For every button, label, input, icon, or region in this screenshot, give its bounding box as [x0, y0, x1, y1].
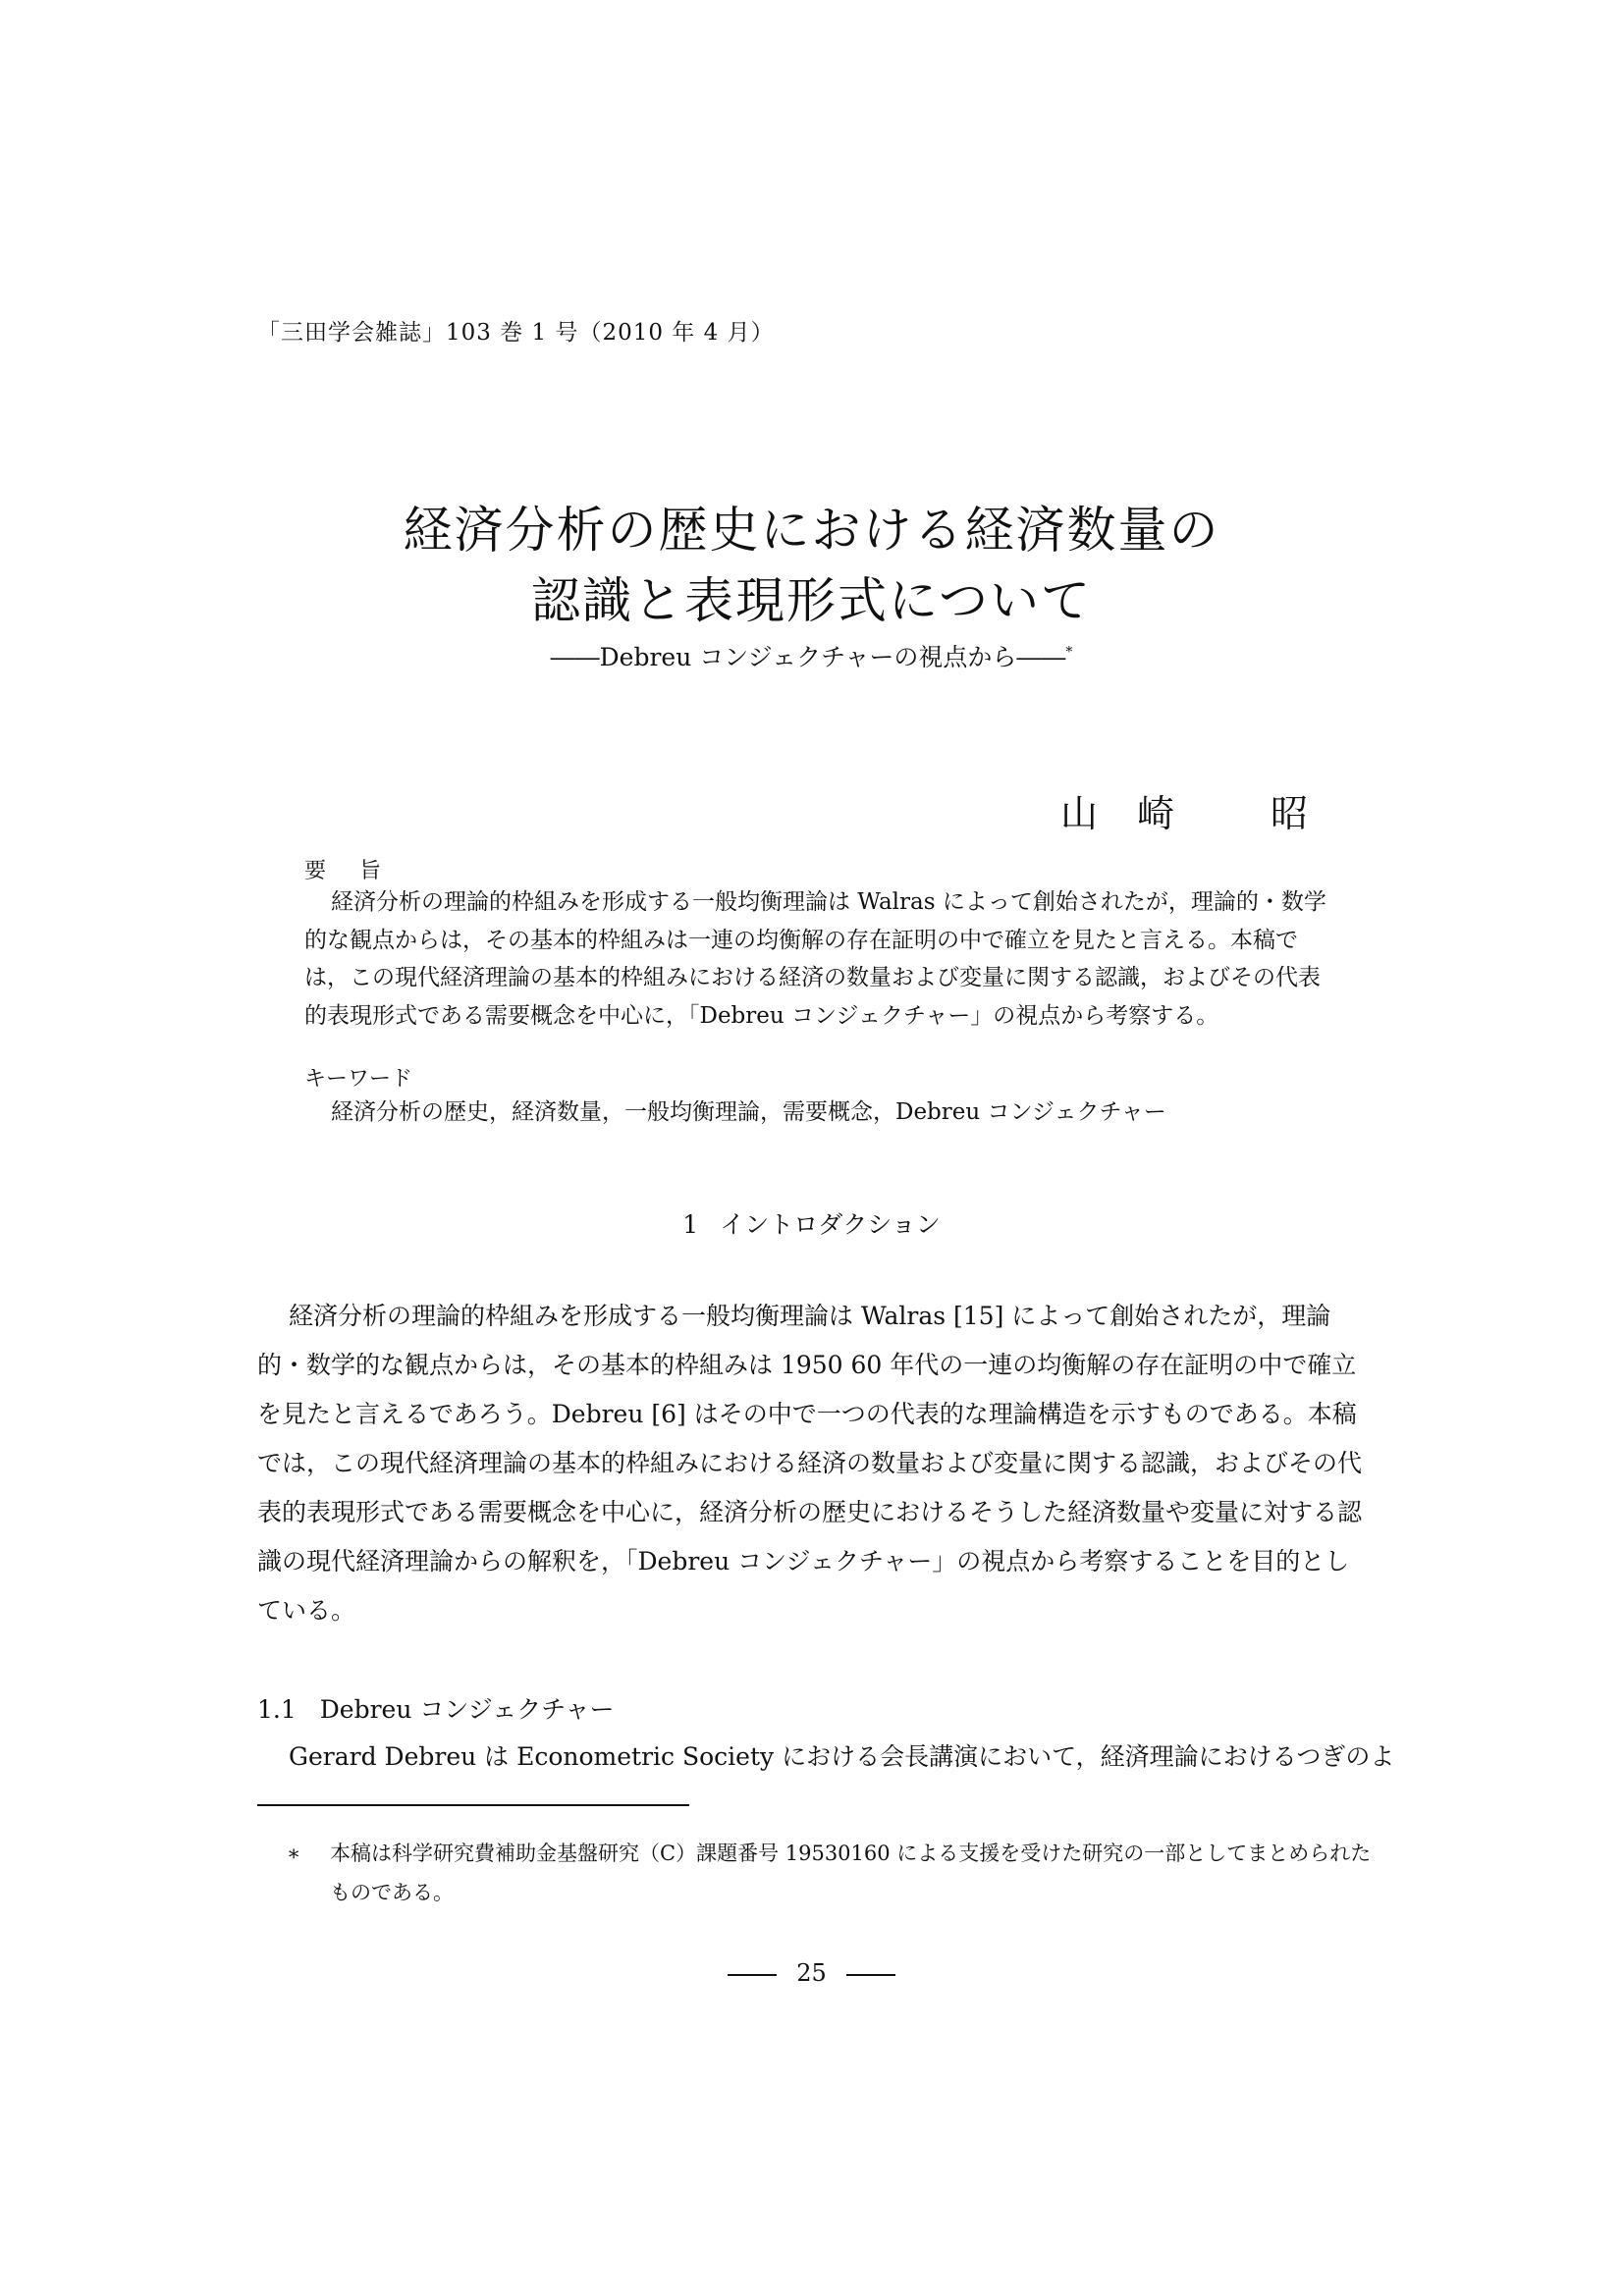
- paper-subtitle: [0, 638, 1623, 673]
- footnote-mark: ∗: [287, 1842, 301, 1865]
- page-number: 25: [796, 1959, 827, 1987]
- page-dash-left: [728, 1974, 777, 1976]
- author-family-name-1: 山: [1060, 792, 1099, 835]
- footnote: [287, 1834, 1375, 1912]
- intro-paragraph-text: 経済分析の理論的枠組みを形成する一般均衡理論は Walras [15] によって創始されたが，理論的・数学的な観点からは，その基本的枠組みは 1950 60 年代の一連の均衡解の存在証明の中で確立を見たと言えるであろう。Debreu [6] はその中で一つの代表的な理論構造を示すものである。本稿では，この現代経済理論の基本的枠組みにおける経済の数量および変量に関する認識，およびその代表的表現形式である需要概念を中心に，経済分析の歴史におけるそうした経済数量や変量に対する認識の現代経済理論からの解釈を，「Debreu コンジェクチャー」の視点から考察することを目的としている。: [257, 1302, 1363, 1625]
- abstract-heading: 要旨: [304, 859, 415, 883]
- footnote-divider: [257, 1804, 689, 1806]
- abstract-text: 経済分析の理論的枠組みを形成する一般均衡理論は Walras によって創始されたが，理論的・数学的な観点からは，その基本的枠組みは一連の均衡解の存在証明の中で確立を見たと言える。本稿では，この現代経済理論の基本的枠組みにおける経済の数量および変量に関する認識，およびその代表的表現形式である需要概念を中心に，「Debreu コンジェクチャー」の視点から考察する。: [304, 889, 1326, 1029]
- journal-citation: 「三田学会雑誌」103 巻 1 号（2010 年 4 月）: [257, 320, 775, 346]
- page-number-block: [0, 1959, 1623, 1987]
- subtitle-text: ――Debreu コンジェクチャーの視点から――: [550, 643, 1066, 671]
- author-name: [1060, 783, 1308, 837]
- subtitle-footnote-mark: *: [1065, 644, 1073, 661]
- footnote-text: 本稿は科学研究費補助金基盤研究（C）課題番号 19530160 による支援を受けた研究の一部としてまとめられたものである。: [330, 1842, 1372, 1904]
- subsection-heading: [257, 1690, 615, 1726]
- author-given-name: 昭: [1271, 792, 1309, 835]
- section-heading: [0, 1205, 1623, 1241]
- subsection-number: 1.1: [257, 1695, 297, 1724]
- keywords-heading: キーワード: [304, 1067, 413, 1092]
- section-number: 1: [682, 1210, 699, 1239]
- intro-paragraph: [257, 1292, 1374, 1635]
- author-family-name-2: 崎: [1137, 792, 1175, 835]
- subsection-paragraph: Gerard Debreu は Econometric Society における会長講演において，経済理論におけるつぎのよ: [289, 1742, 1395, 1771]
- keywords-list: 経済分析の歴史，経済数量，一般均衡理論，需要概念，Debreu コンジェクチャー: [331, 1099, 1166, 1125]
- page-dash-right: [846, 1974, 895, 1976]
- abstract-body: [304, 883, 1337, 1035]
- subsection-title: Debreu コンジェクチャー: [319, 1695, 615, 1724]
- paper-title-line-1: 経済分析の歴史における経済数量の: [403, 502, 1220, 559]
- section-title: イントロダクション: [720, 1210, 941, 1239]
- paper-title-line-2: 認識と表現形式について: [531, 572, 1092, 629]
